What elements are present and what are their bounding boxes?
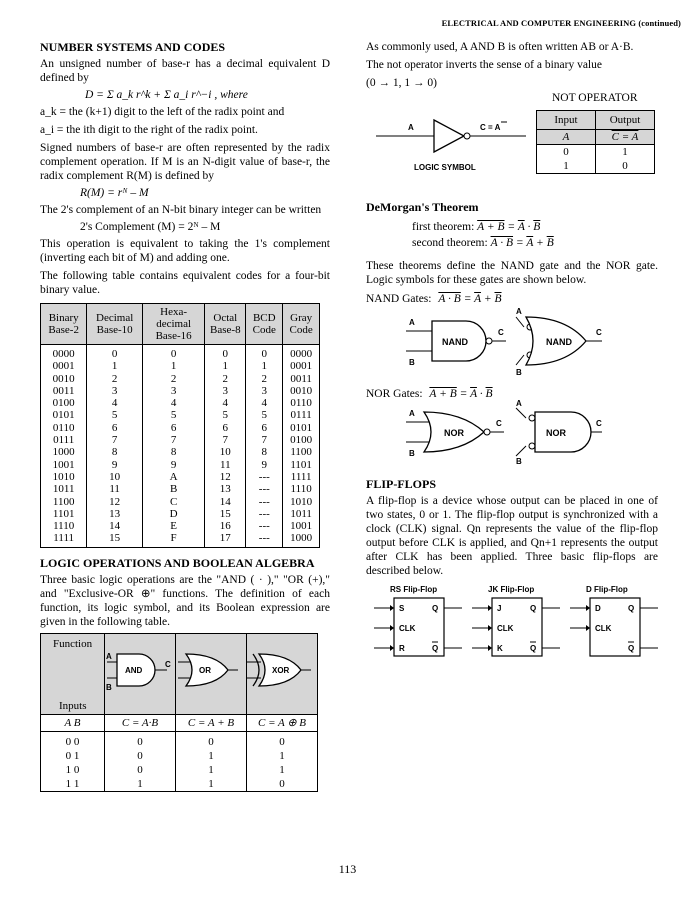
flip-flop-title: D Flip-Flop xyxy=(586,585,628,594)
codes-cell: 14 xyxy=(87,520,143,532)
codes-cell: 3 xyxy=(87,385,143,397)
codes-cell: 11 xyxy=(87,483,143,495)
table-row xyxy=(41,446,320,458)
xor-gate-icon xyxy=(247,650,317,694)
logic-cell: 1 xyxy=(176,777,247,792)
logic-cell: 1 xyxy=(105,777,176,792)
codes-cell: 1011 xyxy=(283,508,320,520)
nand-label-2: NAND xyxy=(546,337,572,347)
table-row xyxy=(41,532,320,547)
second-theorem-label: second theorem: xyxy=(412,237,488,249)
table-row xyxy=(41,483,320,495)
codes-cell: 1100 xyxy=(41,496,87,508)
not-header: Input xyxy=(537,111,596,130)
codes-cell: 1000 xyxy=(283,532,320,547)
codes-cell: 0110 xyxy=(41,422,87,434)
table-row xyxy=(41,409,320,421)
codes-cell: 10 xyxy=(205,446,246,458)
left-column xyxy=(40,40,330,792)
codes-cell: 1 xyxy=(205,360,246,372)
codes-cell: 0101 xyxy=(41,409,87,421)
nor-gates-diagram xyxy=(366,400,656,466)
codes-cell: 2 xyxy=(142,373,204,385)
paragraph-not-operator: The not operator inverts the sense of a binary value xyxy=(366,59,602,71)
codes-cell: 5 xyxy=(205,409,246,421)
table-row xyxy=(41,749,318,763)
codes-cell: 0 xyxy=(142,345,204,361)
not-cell: 1 xyxy=(537,159,596,174)
codes-cell: 0 xyxy=(87,345,143,361)
codes-cell: 1011 xyxy=(41,483,87,495)
table-row xyxy=(41,763,318,777)
paragraph-logic-ops: Three basic logic operations are the "AND ( · )," "OR (+)," and "Exclusive-OR ⊕" functions. The definition of each function, its logic symbol, and its Boolean expression are given in the following table. xyxy=(40,573,330,628)
codes-cell: 1100 xyxy=(283,446,320,458)
svg-text:A: A xyxy=(408,123,414,132)
codes-cell: 13 xyxy=(205,483,246,495)
codes-cell: 12 xyxy=(87,496,143,508)
codes-cell: 7 xyxy=(246,434,283,446)
flip-flop-clk-label: CLK xyxy=(497,624,514,633)
not-cell: 0 xyxy=(596,159,655,174)
codes-cell: 0000 xyxy=(41,345,87,361)
svg-text:A: A xyxy=(516,307,522,316)
logic-cell: 0 1 xyxy=(41,749,105,763)
table-row xyxy=(41,496,320,508)
codes-cell: 6 xyxy=(205,422,246,434)
equation-radix-complement: R(M) = rᴺ – M xyxy=(80,187,149,199)
svg-text:C: C xyxy=(496,419,502,428)
logic-cell: 0 xyxy=(105,749,176,763)
definition-ak: a_k = the (k+1) digit to the left of the radix point and xyxy=(40,106,285,118)
logic-header: C = A + B xyxy=(176,714,247,731)
second-theorem xyxy=(412,237,658,249)
svg-text:B: B xyxy=(409,449,415,458)
codes-cell: 9 xyxy=(87,459,143,471)
codes-cell: --- xyxy=(246,471,283,483)
arrow-icon xyxy=(488,625,492,631)
nor-label-2: NOR xyxy=(546,428,566,438)
logic-cell: 0 0 xyxy=(41,731,105,749)
codes-cell: 0100 xyxy=(283,434,320,446)
second-theorem-equation: $A \cdot B = \overline{A} + \overline{B}$ xyxy=(490,237,554,249)
nor-gates-label: NOR Gates: xyxy=(366,388,423,400)
and-gate-cell xyxy=(105,633,176,714)
arrow-icon xyxy=(390,645,394,651)
codes-cell: 1010 xyxy=(283,496,320,508)
svg-text:C: C xyxy=(596,419,602,428)
codes-cell: --- xyxy=(246,496,283,508)
codes-cell: C xyxy=(142,496,204,508)
flip-flop-q-label: Q xyxy=(432,604,439,613)
flip-flops-title: FLIP-FLOPS xyxy=(366,477,437,491)
codes-cell: 1101 xyxy=(41,508,87,520)
inputs-label: Inputs xyxy=(59,699,87,712)
codes-cell: 12 xyxy=(205,471,246,483)
not-cell: 0 xyxy=(537,145,596,160)
nor-label: NOR xyxy=(444,428,464,438)
logic-header: A B xyxy=(41,714,105,731)
codes-cell: --- xyxy=(246,508,283,520)
function-inputs-cell xyxy=(41,633,105,714)
logic-cell: 1 xyxy=(247,763,318,777)
logic-cell: 1 xyxy=(247,749,318,763)
codes-cell: 0010 xyxy=(283,385,320,397)
logic-cell: 0 xyxy=(176,731,247,749)
codes-cell: 11 xyxy=(205,459,246,471)
logic-cell: 1 1 xyxy=(41,777,105,792)
not-cell: 1 xyxy=(596,145,655,160)
and-gate-label: AND xyxy=(125,666,143,676)
nor-gate-icon xyxy=(406,409,504,458)
codes-cell: 0001 xyxy=(41,360,87,372)
paragraph-unsigned: An unsigned number of base-r has a decimal equivalent D defined by xyxy=(40,58,330,84)
codes-header: BCD Code xyxy=(246,304,283,345)
nand-equivalent-icon xyxy=(516,307,602,377)
definition-ai: a_i = the ith digit to the right of the radix point. xyxy=(40,124,258,136)
flip-flop-q-bar-label: Q xyxy=(530,644,537,653)
nand-gates-label: NAND Gates: xyxy=(366,293,432,305)
codes-cell: 9 xyxy=(246,459,283,471)
table-row xyxy=(41,508,320,520)
logic-cell: 1 0 xyxy=(41,763,105,777)
nand-gates-line: NAND Gates: $A \cdot B = \overline{A} + \overline{B}$ xyxy=(366,293,502,305)
codes-cell: D xyxy=(142,508,204,520)
table-row xyxy=(41,471,320,483)
codes-cell: 1101 xyxy=(283,459,320,471)
logic-cell: 0 xyxy=(105,763,176,777)
codes-cell: F xyxy=(142,532,204,547)
flip-flop-title: RS Flip-Flop xyxy=(390,585,438,594)
codes-cell: 3 xyxy=(246,385,283,397)
codes-cell: 0 xyxy=(246,345,283,361)
flip-flop-title: JK Flip-Flop xyxy=(488,585,535,594)
or-gate-label: OR xyxy=(199,666,211,676)
codes-cell: 4 xyxy=(87,397,143,409)
paragraph-flip-flops: A flip-flop is a device whose output can be placed in one of two states, 0 or 1. The flip-flop output is synchronized with a clock (CLK) signal. Qn represents the value of the flip-flop output before CLK is applied, and Qn+1 represents the output after CLK has been applied. Three basic flip-flops are described below. xyxy=(366,495,658,577)
table-row xyxy=(41,422,320,434)
paragraph-not-example: (0 → 1, 1 → 0) xyxy=(366,77,437,89)
paragraph-and-notation: As commonly used, A AND B is often written AB or A·B. xyxy=(366,41,634,53)
codes-cell: 1111 xyxy=(283,471,320,483)
function-label: Function xyxy=(53,637,93,650)
nor-gates-line: NOR Gates: $A + B = \overline{A} \cdot \overline{B}$ xyxy=(366,388,493,400)
arrow-icon xyxy=(390,605,394,611)
codes-cell: 0011 xyxy=(283,373,320,385)
table-row xyxy=(41,434,320,446)
codes-cell: 1110 xyxy=(41,520,87,532)
codes-cell: 1 xyxy=(142,360,204,372)
paragraph-signed: Signed numbers of base-r are often represented by the radix complement operation. If M is an N-digit value of base-r, the radix complement R(M) is defined by xyxy=(40,142,330,182)
codes-cell: 2 xyxy=(205,373,246,385)
codes-cell: 8 xyxy=(142,446,204,458)
codes-cell: 0101 xyxy=(283,422,320,434)
svg-text:C = A: C = A xyxy=(480,123,501,132)
codes-cell: 1 xyxy=(246,360,283,372)
demorgan-title: DeMorgan's Theorem xyxy=(366,200,479,214)
svg-text:A: A xyxy=(409,409,415,418)
flip-flop-clk-label: CLK xyxy=(399,624,416,633)
codes-cell: 1 xyxy=(87,360,143,372)
codes-cell: 5 xyxy=(246,409,283,421)
codes-cell: 6 xyxy=(87,422,143,434)
codes-cell: 5 xyxy=(87,409,143,421)
not-sub: C = A xyxy=(596,130,655,145)
codes-cell: A xyxy=(142,471,204,483)
not-header: Output xyxy=(596,111,655,130)
logic-symbol-label: LOGIC SYMBOL xyxy=(414,163,476,172)
codes-cell: 1000 xyxy=(41,446,87,458)
codes-cell: 6 xyxy=(246,422,283,434)
codes-header: Binary Base-2 xyxy=(41,304,87,345)
table-row xyxy=(41,385,320,397)
codes-cell: --- xyxy=(246,520,283,532)
equation-decimal xyxy=(85,89,330,101)
svg-text:C: C xyxy=(498,328,504,337)
nand-gate-icon xyxy=(406,318,506,367)
equation-twos-complement: 2's Complement (M) = 2ᴺ – M xyxy=(80,221,221,233)
flip-flop-input-label: R xyxy=(399,644,405,653)
flip-flop-input-label: S xyxy=(399,604,405,613)
paragraph-nand-nor: These theorems define the NAND gate and the NOR gate. Logic symbols for these gates are shown below. xyxy=(366,260,658,286)
codes-cell: 7 xyxy=(205,434,246,446)
running-header: ELECTRICAL AND COMPUTER ENGINEERING (continued) xyxy=(441,18,681,28)
codes-cell: 1010 xyxy=(41,471,87,483)
codes-cell: 0000 xyxy=(283,345,320,361)
nor-equivalent-icon xyxy=(516,400,602,466)
codes-cell: 2 xyxy=(87,373,143,385)
table-row xyxy=(41,397,320,409)
codes-cell: 4 xyxy=(142,397,204,409)
flip-flop-q-label: Q xyxy=(628,604,635,613)
first-theorem xyxy=(412,221,658,233)
svg-text:A: A xyxy=(409,318,415,327)
flip-flop-input-label: D xyxy=(595,604,601,613)
codes-cell: 2 xyxy=(246,373,283,385)
not-sub: A xyxy=(537,130,596,145)
svg-text:B: B xyxy=(106,683,112,693)
flip-flops-diagram xyxy=(366,582,658,682)
codes-cell: 7 xyxy=(87,434,143,446)
first-theorem-label: first theorem: xyxy=(412,221,475,233)
flip-flop-input-label: J xyxy=(497,604,502,613)
svg-text:B: B xyxy=(516,368,522,377)
codes-cell: 5 xyxy=(142,409,204,421)
codes-cell: 10 xyxy=(87,471,143,483)
codes-header: Gray Code xyxy=(283,304,320,345)
codes-cell: 1001 xyxy=(41,459,87,471)
codes-cell: 14 xyxy=(205,496,246,508)
logic-cell: 0 xyxy=(247,777,318,792)
table-row xyxy=(41,373,320,385)
or-gate-icon xyxy=(176,650,246,694)
codes-cell: 8 xyxy=(87,446,143,458)
not-gate-icon xyxy=(376,108,526,178)
arrow-icon xyxy=(390,625,394,631)
codes-cell: --- xyxy=(246,532,283,547)
flip-flop-input-label: K xyxy=(497,644,503,653)
codes-cell: 0 xyxy=(205,345,246,361)
svg-text:B: B xyxy=(516,457,522,466)
codes-header: Decimal Base-10 xyxy=(87,304,143,345)
not-truth-table xyxy=(536,110,655,174)
codes-cell: 1110 xyxy=(283,483,320,495)
and-gate-icon xyxy=(105,650,175,694)
paragraph-table-intro: The following table contains equivalent codes for a four-bit binary value. xyxy=(40,270,330,296)
not-operator-caption: NOT OPERATOR xyxy=(552,92,638,104)
flip-flop-q-bar-label: Q xyxy=(432,644,439,653)
not-operator-block xyxy=(366,94,658,194)
page-number: 113 xyxy=(338,862,357,876)
table-row xyxy=(41,345,320,361)
table-row xyxy=(41,459,320,471)
svg-text:C: C xyxy=(596,328,602,337)
codes-cell: 17 xyxy=(205,532,246,547)
logic-table xyxy=(40,633,318,792)
codes-cell: 8 xyxy=(246,446,283,458)
codes-cell: 7 xyxy=(142,434,204,446)
logic-cell: 0 xyxy=(247,731,318,749)
codes-cell: B xyxy=(142,483,204,495)
codes-cell: 6 xyxy=(142,422,204,434)
flip-flop-q-label: Q xyxy=(530,604,537,613)
codes-cell: --- xyxy=(246,483,283,495)
arrow-icon xyxy=(488,605,492,611)
codes-cell: 3 xyxy=(142,385,204,397)
codes-cell: 0111 xyxy=(283,409,320,421)
codes-cell: 0001 xyxy=(283,360,320,372)
codes-cell: 1001 xyxy=(283,520,320,532)
codes-cell: 15 xyxy=(87,532,143,547)
arrow-icon xyxy=(488,645,492,651)
flip-flop-clk-label: CLK xyxy=(595,624,612,633)
codes-cell: 1111 xyxy=(41,532,87,547)
table-row xyxy=(41,520,320,532)
xor-gate-label: XOR xyxy=(272,666,290,676)
codes-cell: 0010 xyxy=(41,373,87,385)
nand-gates-diagram xyxy=(366,305,656,377)
section-title-logic: LOGIC OPERATIONS AND BOOLEAN ALGEBRA xyxy=(40,555,315,570)
paragraph-equivalent: This operation is equivalent to taking the 1's complement (inverting each bit of M) and adding one. xyxy=(40,238,330,264)
equation-decimal-text: D = Σ a_k r^k + Σ a_i r^−i , where xyxy=(85,89,248,101)
xor-gate-cell xyxy=(247,633,318,714)
table-row xyxy=(41,777,318,792)
first-theorem-equation: $A + B = \overline{A} \cdot \overline{B}$ xyxy=(477,221,541,233)
logic-cell: 1 xyxy=(176,749,247,763)
codes-header: Octal Base-8 xyxy=(205,304,246,345)
svg-text:A: A xyxy=(516,400,522,408)
logic-cell: 1 xyxy=(176,763,247,777)
right-column xyxy=(366,40,658,685)
codes-cell: 13 xyxy=(87,508,143,520)
codes-cell: 0110 xyxy=(283,397,320,409)
svg-text:C: C xyxy=(165,660,171,670)
logic-header: C = A·B xyxy=(105,714,176,731)
codes-cell: 4 xyxy=(205,397,246,409)
codes-cell: 0100 xyxy=(41,397,87,409)
section-title-number-systems: NUMBER SYSTEMS AND CODES xyxy=(40,40,226,54)
paragraph-twos: The 2's complement of an N-bit binary integer can be written xyxy=(40,204,322,216)
codes-cell: 16 xyxy=(205,520,246,532)
svg-text:B: B xyxy=(409,358,415,367)
logic-header: C = A ⊕ B xyxy=(247,714,318,731)
codes-header: Hexa-decimal Base-16 xyxy=(142,304,204,345)
or-gate-cell xyxy=(176,633,247,714)
codes-table xyxy=(40,303,320,548)
svg-text:A: A xyxy=(106,652,112,662)
table-row xyxy=(41,731,318,749)
codes-cell: 3 xyxy=(205,385,246,397)
table-row xyxy=(41,360,320,372)
logic-cell: 0 xyxy=(105,731,176,749)
codes-cell: 15 xyxy=(205,508,246,520)
codes-cell: 4 xyxy=(246,397,283,409)
codes-cell: 0011 xyxy=(41,385,87,397)
codes-cell: 9 xyxy=(142,459,204,471)
codes-cell: 0111 xyxy=(41,434,87,446)
nand-label: NAND xyxy=(442,337,468,347)
codes-cell: E xyxy=(142,520,204,532)
flip-flop-q-bar-label: Q xyxy=(628,644,635,653)
